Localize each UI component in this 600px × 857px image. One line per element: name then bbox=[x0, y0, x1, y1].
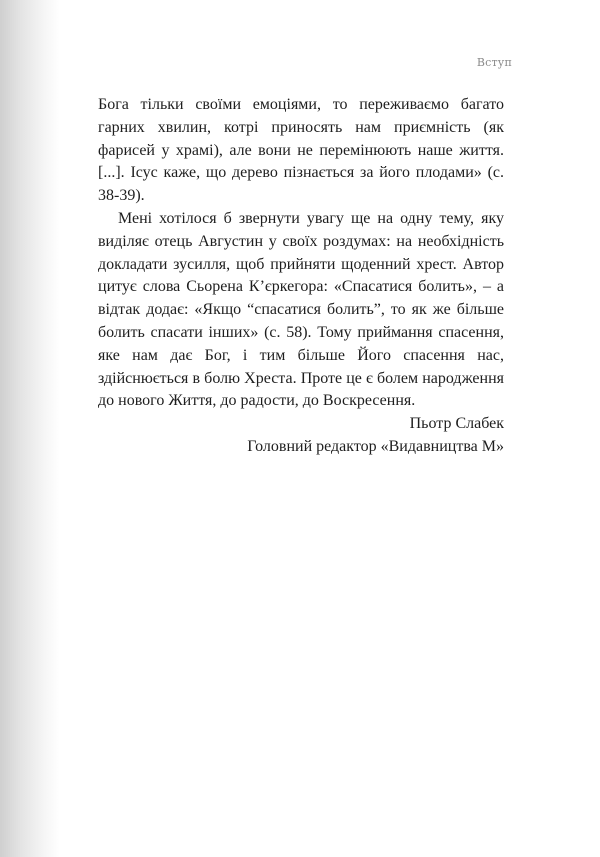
signature-title: Головний редактор «Видавництва М» bbox=[247, 437, 504, 455]
body-text bbox=[98, 94, 504, 459]
signature-name: Пьотр Слабек bbox=[409, 415, 504, 433]
book-spine-shadow bbox=[0, 0, 60, 857]
running-head: Вступ bbox=[476, 56, 512, 69]
paragraph-continued: Бога тільки своїми емоціями, то переживаємо багато гарних хвилин, котрі приносять нам приємність (як фарисей у храмі), але вони не перемінюють наше життя. [...]. Ісус каже, що дерево пізнається за його плодами» (с. 38-39). bbox=[98, 96, 504, 205]
paragraph: Мені хотілося б звернути увагу ще на одну тему, яку виділяє отець Августин у своїх роздумах: на необхідність докладати зусилля, щоб прийняти щоденний хрест. Автор цитує слова Сьорена К’єркегора: «Спасатися болить», – а відтак додає: «Якщо “спасатися болить”, то як же більше болить спасати інших» (с. 58). Тому приймання спасення, яке нам дає Бог, і тим більше Його спасення нас, здійснюється в болю Хреста. Проте це є болем народження до нового Життя, до радости, до Воскресення. bbox=[98, 209, 504, 410]
